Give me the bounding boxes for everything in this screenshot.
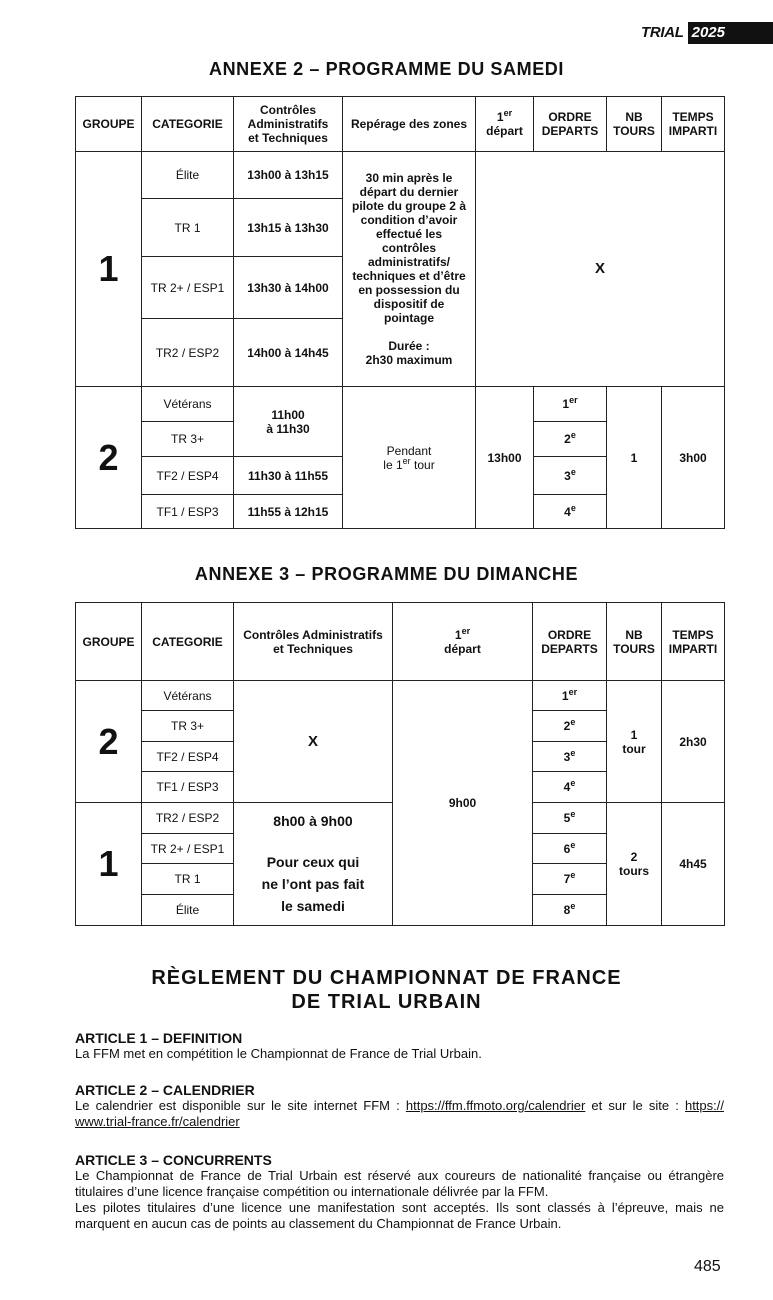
running-header-trial: TRIAL xyxy=(640,24,684,41)
annexe3-table xyxy=(75,602,725,926)
controles-cell: 13h00 à 13h15 xyxy=(234,152,343,199)
article-3-paragraph-2: Les pilotes titulaires d’une licence une manifestation sont acceptés. Ils sont classés à l’épreuve, mais ne marquent en aucun cas de points au classement du Championnat de France Urbain. xyxy=(75,1200,724,1231)
col-ordre-line2: DEPARTS xyxy=(541,641,598,656)
col-temps-line2: IMPARTI xyxy=(668,124,718,138)
category-cell: TF2 / ESP4 xyxy=(142,742,234,772)
category-cell: TR 3+ xyxy=(142,711,234,742)
col-ordre xyxy=(534,97,607,152)
col-groupe: GROUPE xyxy=(76,97,142,152)
col-ordre xyxy=(533,603,607,681)
ordre-cell: 4e xyxy=(534,495,607,529)
article-3-heading: ARTICLE 3 – CONCURRENTS xyxy=(75,1152,272,1168)
table-row xyxy=(76,681,725,711)
col-ordre-line1: ORDRE xyxy=(548,110,592,124)
temps-cell: 4h45 xyxy=(662,803,725,926)
nb-tours-cell xyxy=(607,803,662,926)
annexe3-title: ANNEXE 3 – PROGRAMME DU DIMANCHE xyxy=(194,564,579,584)
reperage-line2-end: tour xyxy=(410,457,435,472)
running-header-year: 2025 xyxy=(688,22,773,44)
col-nb-tours xyxy=(607,97,662,152)
reglement-title-line1: RÈGLEMENT DU CHAMPIONNAT DE FRANCE xyxy=(151,967,622,989)
ordre-cell: 3e xyxy=(534,457,607,495)
temps-cell: 3h00 xyxy=(662,387,725,529)
col-controles-line1: Contrôles xyxy=(259,103,316,117)
col-controles xyxy=(234,603,393,681)
annexe2-title: ANNEXE 2 – PROGRAMME DU SAMEDI xyxy=(208,59,565,79)
col-nb-tours xyxy=(607,603,662,681)
nb-tours-cell: 1 xyxy=(607,387,662,529)
col-temps-line1: TEMPS xyxy=(672,110,714,124)
category-cell: TF1 / ESP3 xyxy=(142,495,234,529)
reperage-line2-sup: er xyxy=(402,455,411,466)
controles-cell: 13h15 à 13h30 xyxy=(234,199,343,257)
duree-value: 2h30 maximum xyxy=(365,353,453,367)
calendrier-ffm-link[interactable]: https://ffm.ffmoto.org/calendrier xyxy=(405,1098,586,1113)
category-cell: TR 3+ xyxy=(142,422,234,457)
controles-cell: 14h00 à 14h45 xyxy=(234,319,343,387)
ordre-cell: 1er xyxy=(534,387,607,422)
annexe2-header-row xyxy=(76,97,725,152)
table-row xyxy=(76,387,725,422)
controles-cell: X xyxy=(234,681,393,803)
ordre-cell: 4e xyxy=(533,772,607,803)
category-cell: TR2 / ESP2 xyxy=(142,803,234,834)
col-depart-num: 1 xyxy=(454,627,462,642)
article-2-text-a: Le calendrier est disponible sur le site internet FFM : xyxy=(75,1098,406,1113)
article-3 xyxy=(75,1152,724,1232)
group-number: 1 xyxy=(76,152,142,387)
category-cell: TR 2+ / ESP1 xyxy=(142,257,234,319)
col-depart-text: départ xyxy=(444,641,481,656)
group-number: 1 xyxy=(76,803,142,926)
col-temps xyxy=(662,97,725,152)
col-ordre-line2: DEPARTS xyxy=(541,124,599,138)
temps-cell: 2h30 xyxy=(662,681,725,803)
col-categorie: CATEGORIE xyxy=(142,97,234,152)
reperage-cell xyxy=(343,152,476,387)
col-categorie: CATEGORIE xyxy=(142,603,234,681)
col-nb-line1: NB xyxy=(625,627,643,642)
col-temps xyxy=(662,603,725,681)
reperage-cell xyxy=(343,387,476,529)
depart-cell: 13h00 xyxy=(476,387,534,529)
col-ordre-line1: ORDRE xyxy=(547,627,592,642)
article-2-heading: ARTICLE 2 – CALENDRIER xyxy=(75,1082,255,1098)
col-depart xyxy=(476,97,534,152)
col-nb-line2: TOURS xyxy=(613,641,655,656)
annexe3-header-row xyxy=(76,603,725,681)
ordre-cell: 7e xyxy=(533,864,607,895)
controles-note-line3: le samedi xyxy=(281,898,345,914)
col-reperage: Repérage des zones xyxy=(343,97,476,152)
article-1-heading: ARTICLE 1 – DEFINITION xyxy=(75,1030,243,1046)
controles-cell: 11h55 à 12h15 xyxy=(234,495,343,529)
controles-line1: 11h00 xyxy=(271,407,305,422)
article-2 xyxy=(75,1082,724,1130)
category-cell: TF1 / ESP3 xyxy=(142,772,234,803)
col-depart xyxy=(393,603,533,681)
category-cell: Vétérans xyxy=(142,387,234,422)
col-temps-line1: TEMPS xyxy=(672,627,714,642)
col-controles xyxy=(234,97,343,152)
col-depart-sup: er xyxy=(503,108,513,118)
reperage-line1: Pendant xyxy=(386,443,432,458)
category-cell: TR 2+ / ESP1 xyxy=(142,834,234,864)
category-cell: TR 1 xyxy=(142,864,234,895)
col-controles-line2: Administratifs xyxy=(247,117,329,131)
col-nb-line2: TOURS xyxy=(613,124,655,138)
ordre-cell: 8e xyxy=(533,895,607,926)
ordre-cell: 2e xyxy=(533,711,607,742)
reglement-title-line2: DE TRIAL URBAIN xyxy=(291,991,482,1013)
col-nb-line1: NB xyxy=(625,110,643,124)
depart-cell: 9h00 xyxy=(393,681,533,926)
ordre-cell: 2e xyxy=(534,422,607,457)
ordre-cell: 3e xyxy=(533,742,607,772)
nb-tours-label: tour xyxy=(622,741,646,756)
reperage-line2: le 1 xyxy=(383,457,403,472)
group-number: 2 xyxy=(76,387,142,529)
col-temps-line2: IMPARTI xyxy=(668,641,718,656)
nb-tours-cell xyxy=(607,681,662,803)
col-depart-text: départ xyxy=(486,124,523,138)
category-cell: Élite xyxy=(142,152,234,199)
controles-cell: 13h30 à 14h00 xyxy=(234,257,343,319)
table-row xyxy=(76,152,725,199)
category-cell: TF2 / ESP4 xyxy=(142,457,234,495)
col-controles-line3: et Techniques xyxy=(248,131,328,145)
duree-label: Durée : xyxy=(388,339,430,353)
col-depart-num: 1 xyxy=(496,110,504,124)
ordre-cell: 6e xyxy=(533,834,607,864)
controles-cell xyxy=(234,387,343,457)
merged-x-cell: X xyxy=(476,152,725,387)
category-cell: TR2 / ESP2 xyxy=(142,319,234,387)
col-depart-sup: er xyxy=(461,625,471,636)
group-number: 2 xyxy=(76,681,142,803)
category-cell: Élite xyxy=(142,895,234,926)
reperage-text: 30 min après le départ du dernier pilote du groupe 2 à condition d’avoir effectué les contrôles administratifs/ techniques et d’être en possession du dispositif de pointage xyxy=(351,171,466,325)
controles-time: 8h00 à 9h00 xyxy=(273,813,353,829)
annexe2-table xyxy=(75,96,725,529)
reglement-title xyxy=(0,966,773,1014)
article-3-paragraph-1: Le Championnat de France de Trial Urbain est réservé aux coureurs de nationalité française ou étrangère titulaires d’une licence française compétition ou internationale délivrée par la FFM. xyxy=(75,1168,724,1199)
ordre-cell: 5e xyxy=(533,803,607,834)
page-number: 485 xyxy=(694,1258,721,1275)
controles-line2: à 11h30 xyxy=(266,421,310,436)
article-1 xyxy=(75,1030,724,1062)
category-cell: Vétérans xyxy=(142,681,234,711)
controles-cell xyxy=(234,803,393,926)
controles-note-line2: ne l’ont pas fait xyxy=(261,876,365,892)
col-controles-line1: Contrôles Administratifs xyxy=(243,627,383,642)
nb-tours-number: 2 xyxy=(630,850,638,864)
controles-cell: 11h30 à 11h55 xyxy=(234,457,343,495)
calendrier-trial-france-link[interactable]: https:// www.trial-france.fr/calendrier xyxy=(75,1098,724,1129)
nb-tours-number: 1 xyxy=(630,727,638,742)
col-controles-line2: et Techniques xyxy=(273,641,353,656)
running-header-tag xyxy=(641,22,773,44)
category-cell: TR 1 xyxy=(142,199,234,257)
ordre-cell: 1er xyxy=(533,681,607,711)
article-2-text-b: et sur le site : xyxy=(585,1098,685,1113)
nb-tours-label: tours xyxy=(619,864,649,878)
article-2-text xyxy=(75,1098,724,1130)
col-groupe: GROUPE xyxy=(76,603,142,681)
controles-note-line1: Pour ceux qui xyxy=(266,854,360,870)
article-1-text: La FFM met en compétition le Championnat de France de Trial Urbain. xyxy=(75,1046,482,1061)
